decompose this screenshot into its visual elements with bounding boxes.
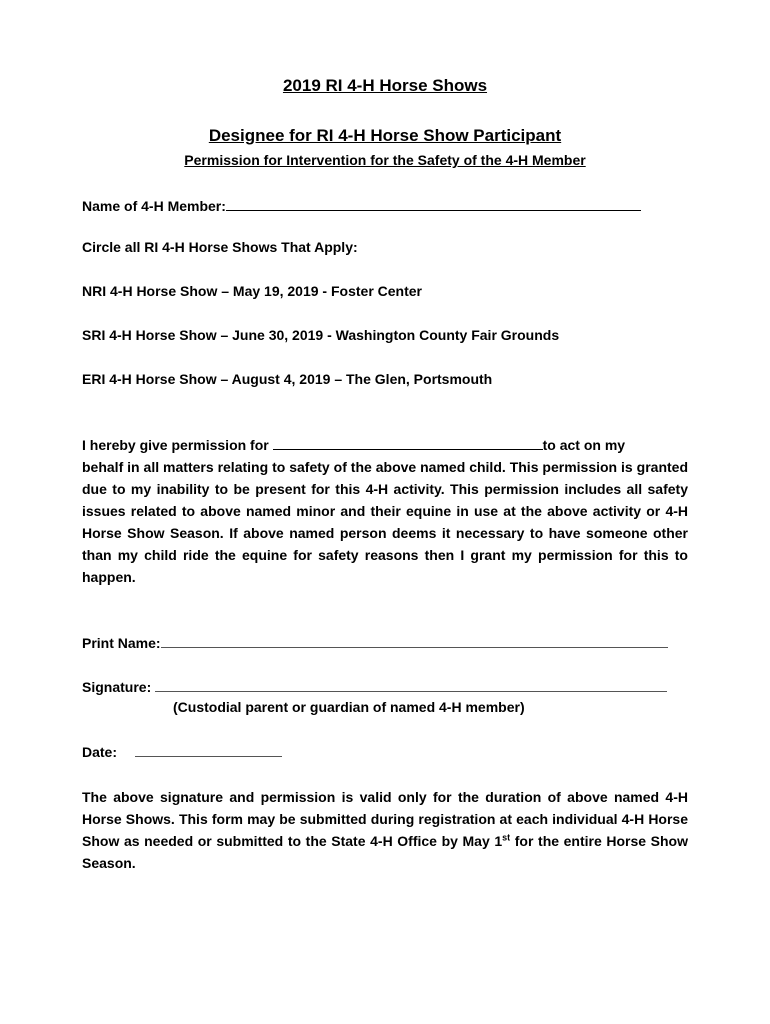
permission-suffix: to act on my (542, 437, 626, 453)
member-name-label: Name of 4-H Member: (82, 198, 226, 214)
show-option-eri[interactable]: ERI 4-H Horse Show – August 4, 2019 – The Glen, Portsmouth (82, 371, 493, 387)
permission-first-line (82, 434, 688, 456)
validity-statement (82, 786, 688, 874)
form-subtitle: Permission for Intervention for the Safety of the 4-H Member (184, 152, 586, 168)
validity-text-end: for the entire Horse Show Season. (82, 833, 688, 871)
form-title: Designee for RI 4-H Horse Show Participant (208, 126, 562, 145)
designee-name-field[interactable] (273, 435, 543, 450)
signature-label: Signature: (82, 679, 152, 695)
validity-text: The above signature and permission is valid only for the duration of above named 4-H Horse Shows. This form may be submitted during registration at each individual 4-H Horse Show as needed or submitted to the State 4-H Office by May 1 (82, 789, 688, 849)
permission-prefix: I hereby give permission for (82, 437, 269, 453)
year-title: 2019 RI 4-H Horse Shows (282, 76, 488, 95)
member-name-row (82, 196, 641, 214)
show-option-nri[interactable]: NRI 4-H Horse Show – May 19, 2019 - Foster Center (82, 283, 422, 299)
signature-note: (Custodial parent or guardian of named 4-H member) (173, 699, 525, 715)
shows-instruction: Circle all RI 4-H Horse Shows That Apply: (82, 239, 358, 255)
print-name-field[interactable] (161, 633, 668, 648)
permission-body: behalf in all matters relating to safety of the above named child. This permission is granted due to my inability to be present for this 4-H activity. This permission includes all safety issues related to above named minor and their equine in use at the above activity or 4-H Horse Show Season. If above named person deems it necessary to have someone other than my child ride the equine for safety reasons then I grant my permission for this to happen. (82, 459, 688, 585)
date-label: Date: (82, 744, 118, 760)
show-option-sri[interactable]: SRI 4-H Horse Show – June 30, 2019 - Washington County Fair Grounds (82, 327, 560, 343)
print-name-label: Print Name: (82, 635, 161, 651)
signature-row (82, 677, 667, 695)
ordinal-suffix: st (502, 832, 511, 843)
member-name-field[interactable] (226, 196, 641, 211)
print-name-row (82, 633, 668, 651)
date-row (82, 742, 282, 760)
date-field[interactable] (135, 742, 282, 757)
signature-field[interactable] (155, 677, 667, 692)
